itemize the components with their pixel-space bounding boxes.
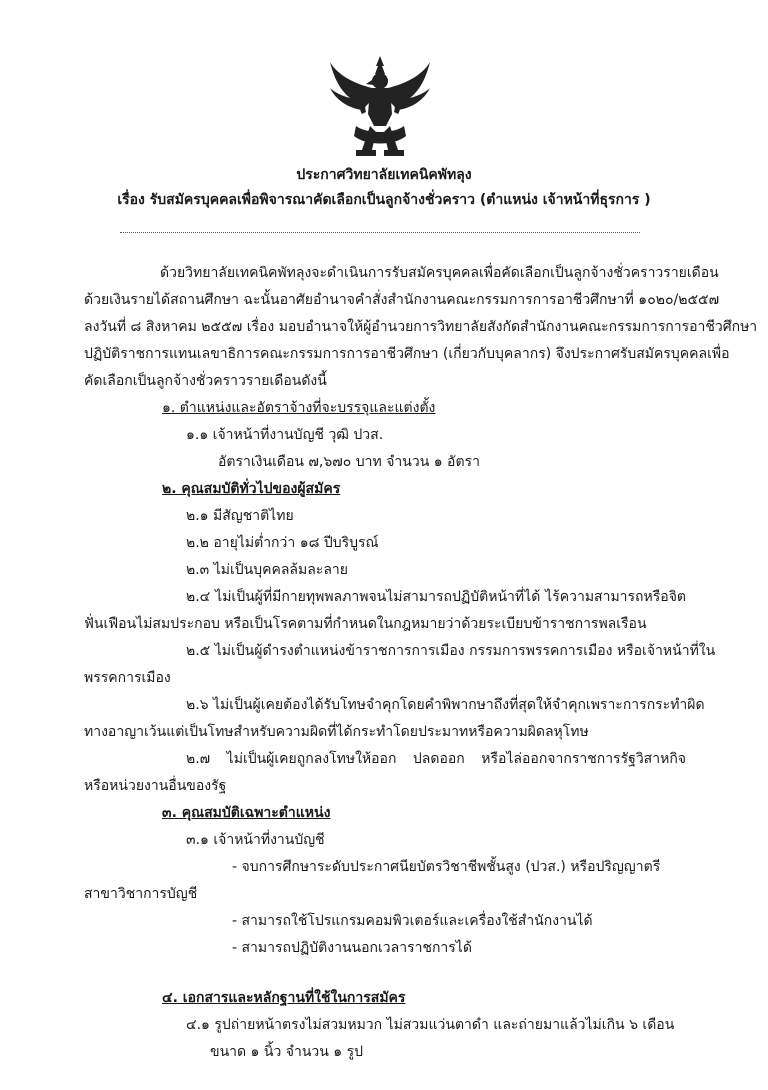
document-item: ๔.๑ รูปถ่ายหน้าตรงไม่สวมหมวก ไม่สวมแว่นตาดำ และถ่ายมาแล้วไม่เกิน ๖ เดือน (186, 1017, 675, 1033)
intro-line: ด้วยเงินรายได้สถานศึกษา ฉะนั้นอาศัยอำนาจคำสั่งสำนักงานคณะกรรมการการอาชีวศึกษาที่ ๑๐๒๐/๒๕๕๗ (84, 292, 720, 308)
intro-line: ลงวันที่ ๘ สิงหาคม ๒๕๕๗ เรื่อง มอบอำนาจให้ผู้อำนวยการวิทยาลัยสังกัดสำนักงานคณะกรรมการการอาชีวศึกษา (84, 319, 758, 335)
salary-rate: อัตราเงินเดือน ๗,๖๗๐ บาท จำนวน ๑ อัตรา (218, 454, 480, 470)
list-item: ๒.๖ ไม่เป็นผู้เคยต้องได้รับโทษจำคุกโดยคำพิพากษาถึงที่สุดให้จำคุกเพราะการกระทำผิด (186, 697, 705, 713)
position-item: ๑.๑ เจ้าหน้าที่งานบัญชี วุฒิ ปวส. (186, 427, 384, 443)
document-item-continuation: ขนาด ๑ นิ้ว จำนวน ๑ รูป (210, 1044, 364, 1060)
garuda-emblem-icon (326, 54, 434, 160)
requirement-bullet: - สามารถใช้โปรแกรมคอมพิวเตอร์และเครื่องใช้สำนักงานได้ (232, 913, 593, 929)
list-item-continuation: ฟั่นเฟือนไม่สมประกอบ หรือเป็นโรคตามที่กำหนดในกฎหมายว่าด้วยระเบียบข้าราชการพลเรือน (84, 616, 647, 632)
intro-line: คัดเลือกเป็นลูกจ้างชั่วคราวรายเดือนดังนี้ (84, 373, 327, 389)
intro-line: ปฏิบัติราชการแทนเลขาธิการคณะกรรมการการอาชีวศึกษา (เกี่ยวกับบุคลากร) จึงประกาศรับสมัครบุคคลเพื่อ (84, 346, 730, 362)
section-heading: ๑. ตำแหน่งและอัตราจ้างที่จะบรรจุและแต่งตั้ง (162, 400, 436, 416)
divider (120, 232, 640, 233)
list-item-continuation: ทางอาญาเว้นแต่เป็นโทษสำหรับความผิดที่ได้กระทำโดยประมาทหรือความผิดลหุโทษ (84, 724, 589, 740)
announcement-title: ประกาศวิทยาลัยเทคนิคพัทลุง (296, 167, 472, 183)
list-item-continuation: หรือหน่วยงานอื่นของรัฐ (84, 778, 227, 794)
requirement-bullet: - สามารถปฏิบัติงานนอกเวลาราชการได้ (232, 940, 472, 956)
list-item: ๒.๒ อายุไม่ต่ำกว่า ๑๘ ปีบริบูรณ์ (186, 535, 379, 551)
list-item-continuation: พรรคการเมือง (84, 670, 171, 686)
list-item: ๒.๔ ไม่เป็นผู้ที่มีกายทุพพลภาพจนไม่สามารถปฏิบัติหน้าที่ได้ ไร้ความสามารถหรือจิต (186, 589, 686, 605)
announcement-subject: เรื่อง รับสมัครบุคคลเพื่อพิจารณาคัดเลือกเป็นลูกจ้างชั่วคราว (ตำแหน่ง เจ้าหน้าที่ธุรการ ) (117, 192, 651, 208)
requirement-continuation: สาขาวิชาการบัญชี (84, 886, 198, 902)
list-item: ๒.๓ ไม่เป็นบุคคลล้มละลาย (186, 562, 348, 578)
section-heading: ๓. คุณสมบัติเฉพาะตำแหน่ง (162, 805, 331, 821)
list-item: ๒.๑ มีสัญชาติไทย (186, 508, 294, 524)
requirement-bullet: - จบการศึกษาระดับประกาศนียบัตรวิชาชีพชั้นสูง (ปวส.) หรือปริญญาตรี (232, 859, 661, 875)
section-heading: ๒. คุณสมบัติทั่วไปของผู้สมัคร (162, 481, 341, 497)
position-item: ๓.๑ เจ้าหน้าที่งานบัญชี (186, 832, 325, 848)
intro-line: ด้วยวิทยาลัยเทคนิคพัทลุงจะดำเนินการรับสมัครบุคคลเพื่อคัดเลือกเป็นลูกจ้างชั่วคราวรายเดือน (160, 265, 719, 281)
list-item: ๒.๗ ไม่เป็นผู้เคยถูกลงโทษให้ออก ปลดออก หรือไล่ออกจากราชการรัฐวิสาหกิจ (186, 751, 686, 767)
list-item: ๒.๕ ไม่เป็นผู้ดำรงตำแหน่งข้าราชการการเมือง กรรมการพรรคการเมือง หรือเจ้าหน้าที่ใน (186, 643, 716, 659)
section-heading: ๔. เอกสารและหลักฐานที่ใช้ในการสมัคร (162, 990, 406, 1006)
